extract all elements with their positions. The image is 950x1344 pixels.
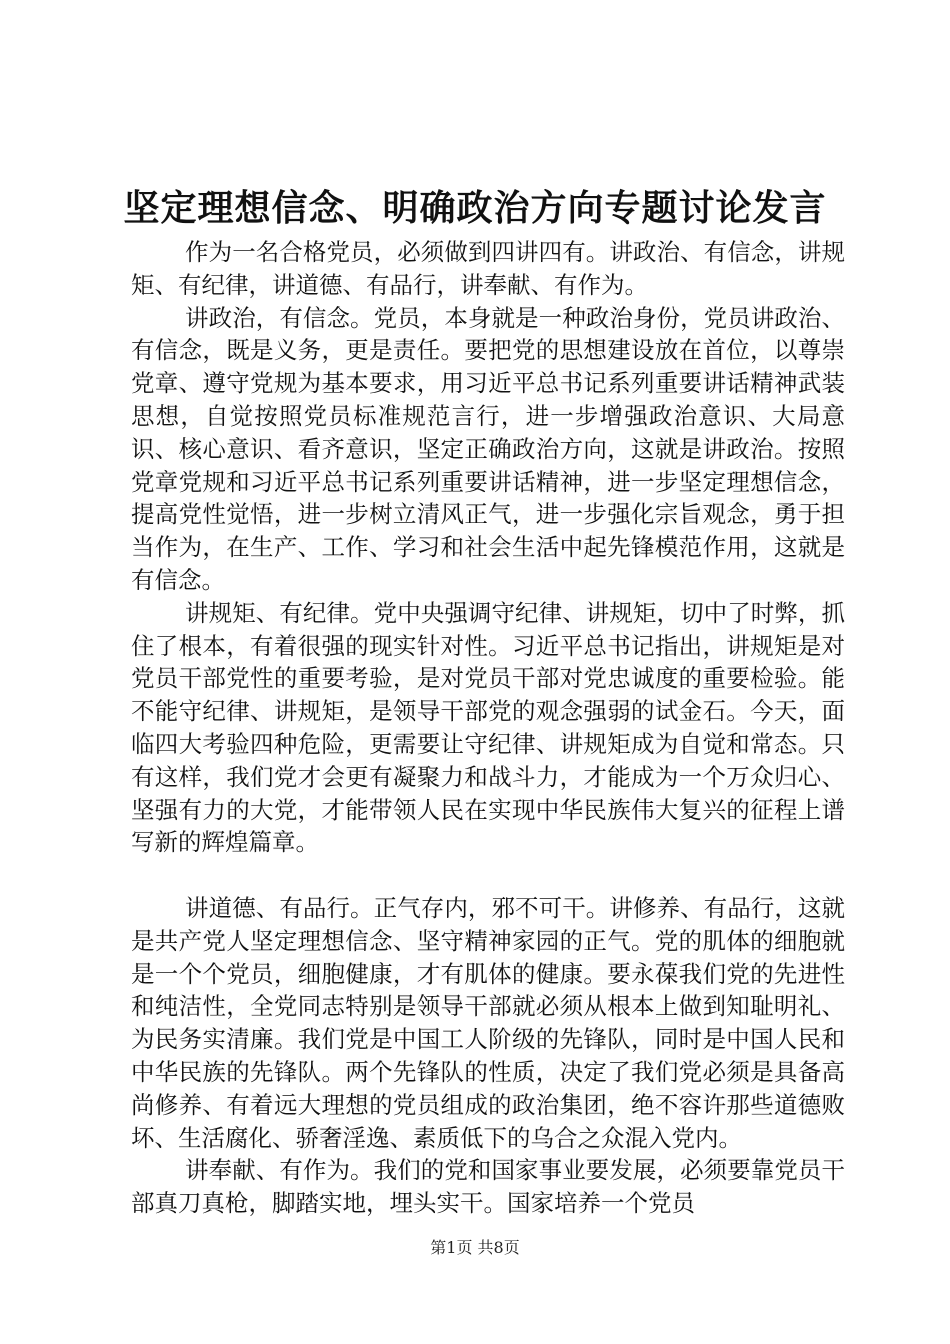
paragraph-discipline: 讲规矩、有纪律。党中央强调守纪律、讲规矩，切中了时弊，抓住了根本，有着很强的现实针对性。习近平总书记指出，讲规矩是对党员干部党性的重要考验，是对党员干部对党忠诚度的重要检验。能不能守纪律、讲规矩，是领导干部党的观念强弱的试金石。今天，面临四大考验四种危险，更需要让守纪律、讲规矩成为自觉和常态。只有这样，我们党才会更有凝聚力和战斗力，才能成为一个万众归心、坚强有力的大党，才能带领人民在实现中华民族伟大复兴的征程上谱写新的辉煌篇章。: [131, 598, 845, 857]
paragraph-dedication: 讲奉献、有作为。我们的党和国家事业要发展，必须要靠党员干部真刀真枪，脚踏实地，埋头实干。国家培养一个党员: [131, 1156, 845, 1218]
paragraph-morality: 讲道德、有品行。正气存内，邪不可干。讲修养、有品行，这就是共产党人坚定理想信念、坚守精神家园的正气。党的肌体的细胞就是一个个党员，细胞健康，才有肌体的健康。要永葆我们党的先进性和纯洁性，全党同志特别是领导干部就必须从根本上做到知耻明礼、为民务实清廉。我们党是中国工人阶级的先锋队，同时是中国人民和中华民族的先锋队。两个先锋队的性质，决定了我们党必须是具备高尚修养、有着远大理想的党员组成的政治集团，绝不容许那些道德败坏、生活腐化、骄奢淫逸、素质低下的乌合之众混入党内。: [131, 893, 845, 1152]
document-body: [131, 236, 845, 1220]
paragraph-spacer: [131, 859, 845, 892]
page-number-footer: 第1页 共8页: [430, 1238, 520, 1257]
page-title: 坚定理想信念、明确政治方向专题讨论发言: [123, 187, 827, 229]
paragraph-politics: 讲政治，有信念。党员，本身就是一种政治身份，党员讲政治、有信念，既是义务，更是责任。要把党的思想建设放在首位，以尊崇党章、遵守党规为基本要求，用习近平总书记系列重要讲话精神武装思想，自觉按照党员标准规范言行，进一步增强政治意识、大局意识、核心意识、看齐意识，坚定正确政治方向，这就是讲政治。按照党章党规和习近平总书记系列重要讲话精神，进一步坚定理想信念，提高党性觉悟，进一步树立清风正气，进一步强化宗旨观念，勇于担当作为，在生产、工作、学习和社会生活中起先锋模范作用，这就是有信念。: [131, 303, 845, 594]
paragraph-intro: 作为一名合格党员，必须做到四讲四有。讲政治、有信念，讲规矩、有纪律，讲道德、有品行，讲奉献、有作为。: [131, 238, 845, 299]
